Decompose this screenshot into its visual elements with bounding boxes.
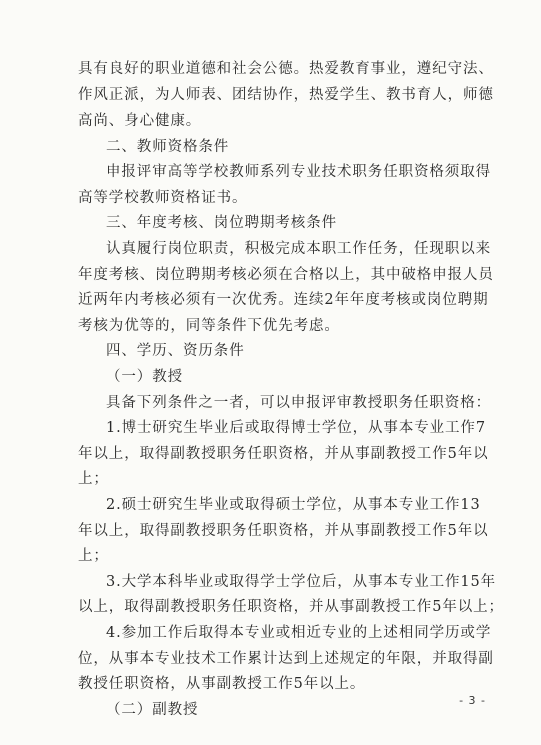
page-number: - 3 - bbox=[459, 694, 486, 707]
body-text-line: 高尚、身心健康。 bbox=[78, 113, 202, 129]
section-heading: 三、年度考核、岗位聘期考核条件 bbox=[106, 215, 337, 231]
list-item-line: 4.参加工作后取得本专业或相近专业的上述相同学历或学 bbox=[106, 625, 492, 641]
body-text-line: 具有良好的职业道德和社会公德。热爱教育事业，遵纪守法、 bbox=[78, 61, 494, 77]
list-item-line: 1.博士研究生毕业后或取得博士学位，从事本专业工作7 bbox=[106, 420, 486, 436]
body-text-line: 考核为优等的，同等条件下优先考虑。 bbox=[78, 318, 340, 334]
body-text-line: 近两年内考核必须有一次优秀。连续2年年度考核或岗位聘期 bbox=[78, 292, 489, 308]
list-item-line: 教授任职资格，从事副教授工作5年以上。 bbox=[78, 676, 366, 692]
body-text-line: 高等学校教师资格证书。 bbox=[78, 190, 248, 206]
list-item-line: 以上，取得副教授职务任职资格，并从事副教授工作5年以上； bbox=[78, 599, 504, 615]
list-item-line: 上； bbox=[78, 548, 109, 564]
body-text-line: 具备下列条件之一者，可以申报评审教授职务任职资格： bbox=[106, 395, 491, 411]
section-heading: 四、学历、资历条件 bbox=[106, 343, 245, 359]
body-text-line: 年度考核、岗位聘期考核必须在合格以上，其中破格申报人员 bbox=[78, 267, 494, 283]
list-item-line: 上； bbox=[78, 471, 109, 487]
list-item-line: 年以上，取得副教授职务任职资格，并从事副教授工作5年以 bbox=[78, 446, 489, 462]
list-item-line: 位，从事本专业技术工作累计达到上述规定的年限，并取得副 bbox=[78, 651, 494, 667]
body-text-line: 作风正派，为人师表、团结协作，热爱学生、教书育人，师德 bbox=[78, 87, 494, 103]
subsection-heading: （一）教授 bbox=[106, 369, 183, 385]
list-item-line: 年以上，取得副教授职务任职资格，并从事副教授工作5年以 bbox=[78, 523, 489, 539]
list-item-line: 3.大学本科毕业或取得学士学位后，从事本专业工作15年 bbox=[106, 574, 497, 590]
section-heading: 二、教师资格条件 bbox=[106, 139, 230, 155]
list-item-line: 2.硕士研究生毕业或取得硕士学位，从事本专业工作13 bbox=[106, 497, 481, 513]
body-text-line: 认真履行岗位职责，积极完成本职工作任务，任现职以来 bbox=[106, 241, 491, 257]
subsection-heading: （二）副教授 bbox=[106, 702, 199, 718]
body-text-line: 申报评审高等学校教师系列专业技术职务任职资格须取得 bbox=[106, 164, 491, 180]
